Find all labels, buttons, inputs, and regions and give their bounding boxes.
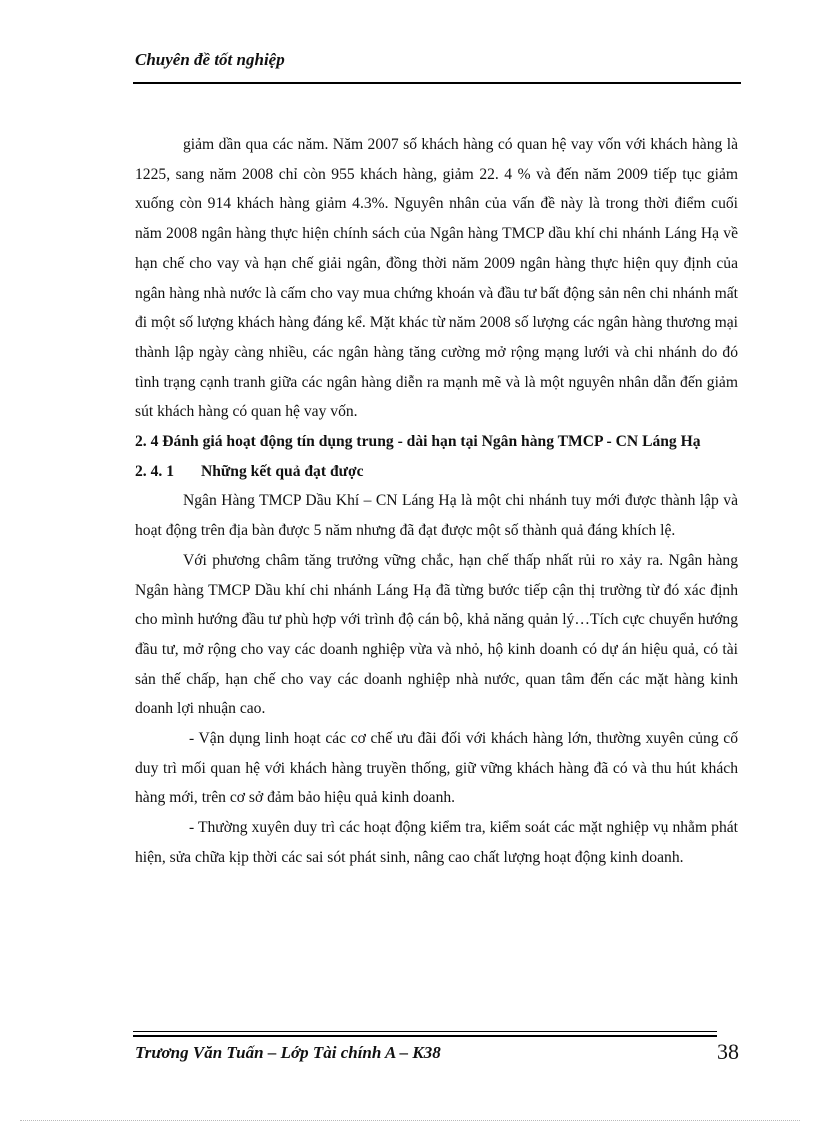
paragraph-customer-decline: giảm dần qua các năm. Năm 2007 số khách hàng có quan hệ vay vốn với khách hàng là 1225, sang năm 2008 chỉ còn 955 khách hàng, giảm 22. 4 % và đến năm 2009 tiếp tục giảm xuống còn 914 khách hàng giảm 4.3%. Nguyên nhân của vấn đề này là trong thời điểm cuối năm 2008 ngân hàng thực hiện chính sách của Ngân hàng TMCP dầu khí chi nhánh Láng Hạ về hạn chế cho vay và hạn chế giải ngân, đồng thời năm 2009 ngân hàng thực hiện quy định của ngân hàng nhà nước là cấm cho vay mua chứng khoán và đầu tư bất động sản nên chi nhánh mất đi một số lượng khách hàng đáng kể. Mặt khác từ năm 2008 số lượng các ngân hàng thương mại thành lập ngày càng nhiều, các ngân hàng tăng cường mở rộng mạng lưới và chi nhánh do đó tình trạng cạnh tranh giữa các ngân hàng diễn ra mạnh mẽ và là một nguyên nhân dẫn đến giảm sút khách hàng có quan hệ vay vốn. [135, 136, 738, 421]
document-body [135, 130, 738, 873]
paragraph-growth-strategy: Với phương châm tăng trưởng vững chắc, hạn chế thấp nhất rủi ro xảy ra. Ngân hàng Ngân hàng TMCP Dầu khí chi nhánh Láng Hạ đã từng bước tiếp cận thị trường từ đó xác định cho mình hướng đầu tư phù hợp với trình độ cán bộ, khả năng quản lý…Tích cực chuyển hướng đầu tư, mở rộng cho vay các doanh nghiệp vừa và nhỏ, hộ kinh doanh có dự án hiệu quả, có tài sản thế chấp, hạn chế cho vay các doanh nghiệp nhà nước, quan tâm đến các mặt hàng kinh doanh lợi nhuận cao. [135, 551, 738, 718]
paragraph-achievements-intro: Ngân Hàng TMCP Dầu Khí – CN Láng Hạ là một chi nhánh tuy mới được thành lập và hoạt động trên địa bàn được 5 năm nhưng đã đạt được một số thành quả đáng khích lệ. [135, 492, 738, 540]
paragraph-bullet-inspection: - Thường xuyên duy trì các hoạt động kiểm tra, kiểm soát các mặt nghiệp vụ nhằm phát hiện, sửa chữa kịp thời các sai sót phát sinh, nâng cao chất lượng hoạt động kinh doanh. [135, 819, 738, 866]
page-bottom-border [20, 1120, 800, 1121]
subsection-heading-2-4-1 [135, 457, 738, 487]
footer-divider-thin [133, 1031, 717, 1032]
page-number: 38 [717, 1039, 739, 1064]
section-heading-2-4: 2. 4 Đánh giá hoạt động tín dụng trung - dài hạn tại Ngân hàng TMCP - CN Láng Hạ [135, 433, 701, 451]
footer-author: Trương Văn Tuấn – Lớp Tài chính A – K38 [135, 1043, 441, 1062]
footer-divider-thick [133, 1035, 717, 1037]
subsection-number: 2. 4. 1 [135, 462, 174, 480]
subsection-title: Những kết quả đạt được [201, 462, 364, 480]
header-divider [133, 82, 741, 84]
paragraph-bullet-incentives: - Vận dụng linh hoạt các cơ chế ưu đãi đối với khách hàng lớn, thường xuyên củng cố duy trì mối quan hệ với khách hàng truyền thống, giữ vững khách hàng đã có và thu hút khách hàng mới, trên cơ sở đảm bảo hiệu quả kinh doanh. [135, 730, 738, 807]
page-header-title: Chuyên đề tốt nghiệp [135, 50, 285, 69]
